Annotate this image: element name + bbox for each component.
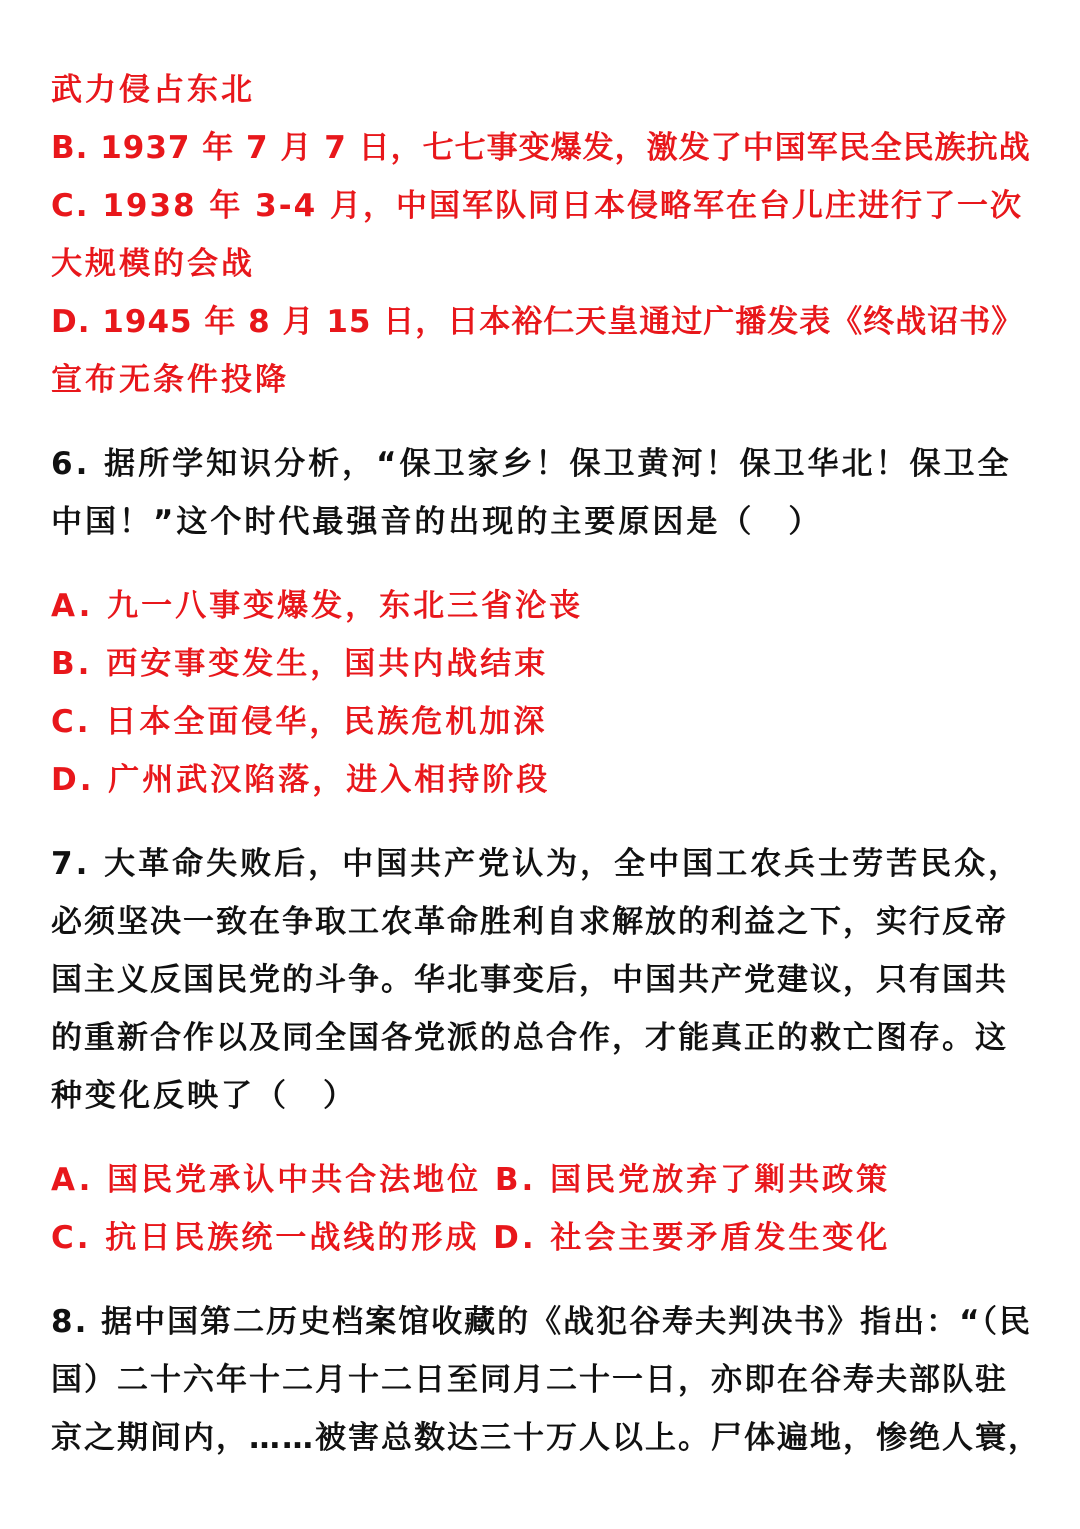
q6-option-d: D. 广州武汉陷落，进入相持阶段 [51,762,551,798]
q7-options-line2: C. 抗日民族统一战线的形成 D. 社会主要矛盾发生变化 [51,1220,891,1256]
q8-stem-line1: 8. 据中国第二历史档案馆收藏的《战犯谷寿夫判决书》指出：“（民 [51,1304,1033,1340]
q8-stem-line3: 京之期间内，……被害总数达三十万人以上。尸体遍地，惨绝人寰， [51,1420,1041,1456]
q8-stem-line2: 国）二十六年十二月十二日至同月二十一日，亦即在谷寿夫部队驻 [51,1362,1008,1398]
q7-options-line1: A. 国民党承认中共合法地位 B. 国民党放弃了剿共政策 [51,1162,891,1198]
q7-stem-line5: 种变化反映了（ ） [51,1078,357,1114]
q5-option-b: B. 1937 年 7 月 7 日，七七事变爆发，激发了中国军民全民族抗战 [51,130,1031,166]
q6-option-b: B. 西安事变发生，国共内战结束 [51,646,549,682]
q5-option-d-line1: D. 1945 年 8 月 15 日，日本裕仁天皇通过广播发表《终战诏书》 [51,304,1024,340]
q6-stem-line2: 中国！”这个时代最强音的出现的主要原因是（ ） [51,504,823,540]
q5-option-c-line1: C. 1938 年 3-4 月，中国军队同日本侵略军在台儿庄进行了一次 [51,188,1023,224]
q5-option-a-tail: 武力侵占东北 [51,72,255,108]
q5-option-d-line2: 宣布无条件投降 [51,362,289,398]
q6-stem-line1: 6. 据所学知识分析，“保卫家乡！保卫黄河！保卫华北！保卫全 [51,446,1012,482]
q6-option-c: C. 日本全面侵华，民族危机加深 [51,704,548,740]
q6-option-a: A. 九一八事变爆发，东北三省沦丧 [51,588,584,624]
q7-stem-line4: 的重新合作以及同全国各党派的总合作，才能真正的救亡图存。这 [51,1020,1008,1056]
q5-option-c-line2: 大规模的会战 [51,246,255,282]
q7-stem-line3: 国主义反国民党的斗争。华北事变后，中国共产党建议，只有国共 [51,962,1008,998]
q7-stem-line1: 7. 大革命失败后，中国共产党认为，全中国工农兵士劳苦民众， [51,846,1023,882]
q7-stem-line2: 必须坚决一致在争取工农革命胜利自求解放的利益之下，实行反帝 [51,904,1008,940]
